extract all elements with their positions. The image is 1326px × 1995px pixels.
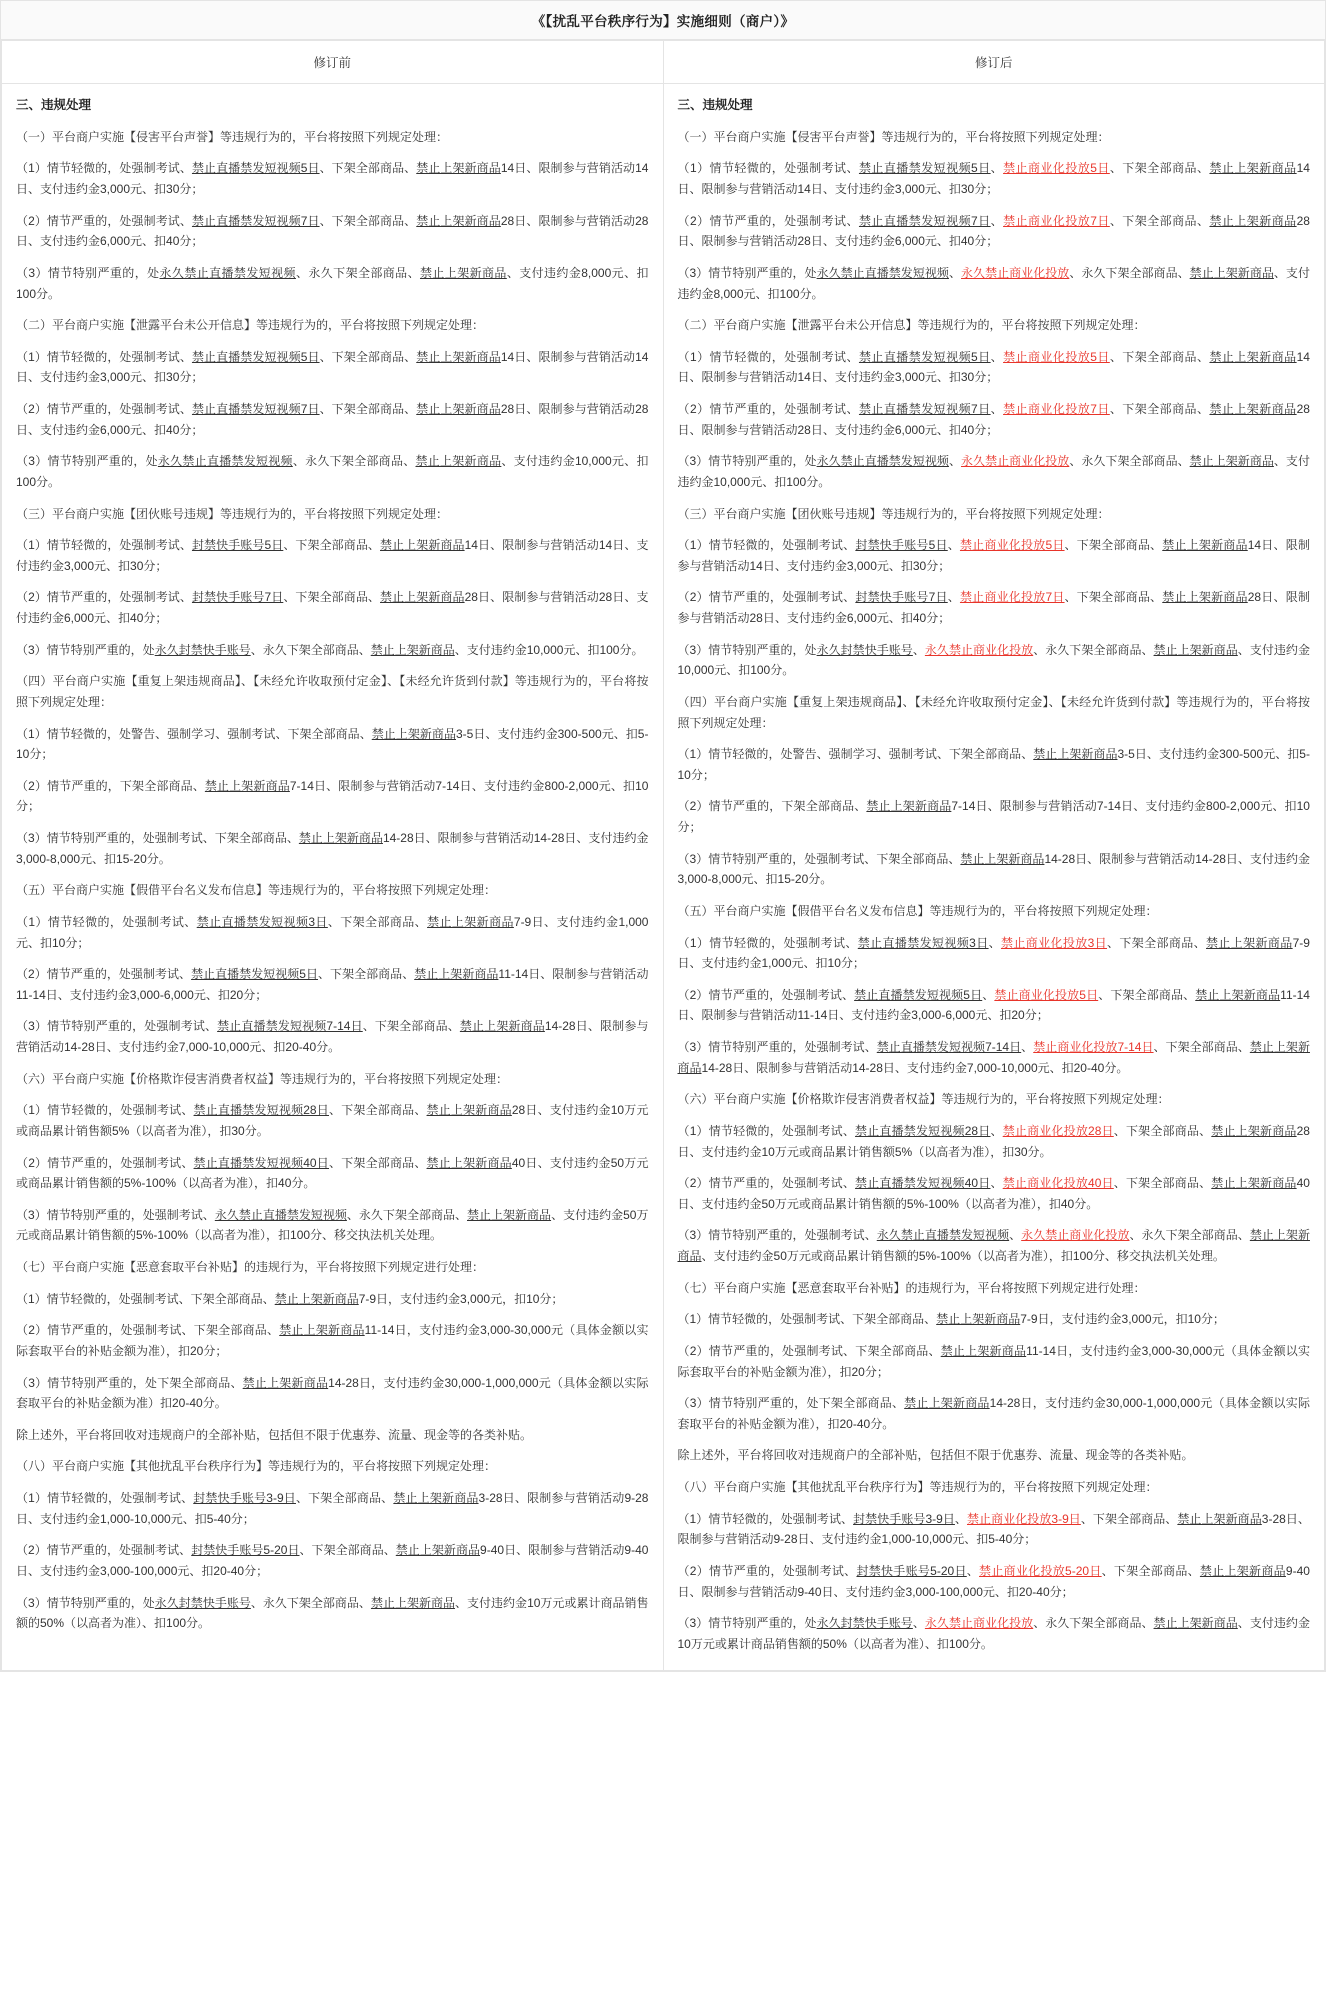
clause-paragraph: （3）情节特别严重的，处强制考试、禁止直播禁发短视频7-14日、下架全部商品、禁止上架新商品14-28日、限制参与营销活动14-28日、支付违约金7,000-10,000元、扣20-40分。 — [16, 1019, 649, 1054]
clause-paragraph: （四）平台商户实施【重复上架违规商品】、【未经允许收取预付定金】、【未经允许货到付款】等违规行为的，平台将按照下列规定处理： — [16, 674, 649, 709]
section-heading-before: 三、违规处理 — [16, 98, 92, 112]
clause-paragraph: （3）情节特别严重的，处永久封禁快手账号、永久禁止商业化投放、永久下架全部商品、禁止上架新商品、支付违约金10万元或累计商品销售额的50%（以高者为准）、扣100分。 — [677, 1616, 1310, 1651]
clause-paragraph: （3）情节特别严重的，处永久封禁快手账号、永久下架全部商品、禁止上架新商品、支付违约金10万元或累计商品销售额的50%（以高者为准）、扣100分。 — [16, 1595, 649, 1631]
clause-paragraph: （1）情节轻微的，处强制考试、禁止直播禁发短视频5日、下架全部商品、禁止上架新商品14日、限制参与营销活动14日、支付违约金3,000元、扣30分； — [16, 161, 649, 196]
clause-paragraph: （1）情节轻微的，处警告、强制学习、强制考试、下架全部商品、禁止上架新商品3-5日、支付违约金300-500元、扣5-10分； — [677, 747, 1310, 782]
clause-paragraph: （2）情节严重的，处强制考试、封禁快手账号7日、禁止商业化投放7日、下架全部商品、禁止上架新商品28日、限制参与营销活动28日、支付违约金6,000元、扣40分； — [677, 590, 1310, 625]
clause-paragraph: （2）情节严重的，处强制考试、禁止直播禁发短视频7日、下架全部商品、禁止上架新商品28日、限制参与营销活动28日、支付违约金6,000元、扣40分； — [16, 213, 649, 249]
clause-paragraph: （3）情节特别严重的，处永久禁止直播禁发短视频、永久下架全部商品、禁止上架新商品、支付违约金10,000元、扣100分。 — [16, 454, 649, 489]
table-row — [2, 84, 1325, 1671]
clause-paragraph: （五）平台商户实施【假借平台名义发布信息】等违规行为的，平台将按照下列规定处理： — [16, 883, 497, 898]
column-header-after: 修订后 — [663, 41, 1325, 84]
clause-paragraph: （3）情节特别严重的，处强制考试、下架全部商品、禁止上架新商品14-28日、限制参与营销活动14-28日、支付违约金3,000-8,000元、扣15-20分。 — [677, 851, 1310, 887]
table-header-row — [2, 41, 1325, 84]
clause-paragraph: （3）情节特别严重的，处永久禁止直播禁发短视频、永久禁止商业化投放、永久下架全部商品、禁止上架新商品、支付违约金10,000元、扣100分。 — [677, 454, 1310, 489]
clause-paragraph: （3）情节特别严重的，处强制考试、永久禁止直播禁发短视频、永久下架全部商品、禁止上架新商品、支付违约金50万元或商品累计销售额的5%-100%（以高者为准），扣100分、移交执法机关处理。 — [16, 1207, 649, 1243]
section-heading-after: 三、违规处理 — [677, 98, 753, 112]
clause-paragraph: （3）情节特别严重的，处强制考试、禁止直播禁发短视频7-14日、禁止商业化投放7-14日、下架全部商品、禁止上架新商品14-28日、限制参与营销活动14-28日、支付违约金7,000-10,000元、扣20-40分。 — [677, 1040, 1310, 1075]
after-revision-body — [678, 127, 1311, 1655]
clause-paragraph: （2）情节严重的，处强制考试、禁止直播禁发短视频7日、禁止商业化投放7日、下架全部商品、禁止上架新商品28日、限制参与营销活动28日、支付违约金6,000元、扣40分； — [677, 213, 1310, 249]
clause-paragraph: （3）情节特别严重的，处强制考试、永久禁止直播禁发短视频、永久禁止商业化投放、永久下架全部商品、禁止上架新商品、支付违约金50万元或商品累计销售额的5%-100%（以高者为准），扣100分、移交执法机关处理。 — [677, 1228, 1310, 1263]
clause-paragraph: （1）情节轻微的，处强制考试、下架全部商品、禁止上架新商品7-9日，支付违约金3,000元，扣10分； — [16, 1291, 564, 1306]
clause-paragraph: （2）情节严重的，下架全部商品、禁止上架新商品7-14日、限制参与营销活动7-14日、支付违约金800-2,000元、扣10分； — [16, 778, 649, 814]
clause-paragraph: （1）情节轻微的，处强制考试、禁止直播禁发短视频5日、禁止商业化投放5日、下架全部商品、禁止上架新商品14日、限制参与营销活动14日、支付违约金3,000元、扣30分； — [677, 349, 1310, 385]
clause-paragraph: （2）情节严重的，处强制考试、下架全部商品、禁止上架新商品11-14日，支付违约金3,000-30,000元（具体金额以实际套取平台的补贴金额为准），扣20分； — [16, 1323, 649, 1358]
clause-paragraph: （七）平台商户实施【恶意套取平台补贴】的违规行为，平台将按照下列规定进行处理： — [16, 1260, 485, 1274]
clause-paragraph: （2）情节严重的，处强制考试、封禁快手账号5-20日、禁止商业化投放5-20日、下架全部商品、禁止上架新商品9-40日、限制参与营销活动9-40日、支付违约金3,000-100,000元、扣20-40分； — [677, 1563, 1310, 1599]
clause-paragraph: （八）平台商户实施【其他扰乱平台秩序行为】等违规行为的，平台将按照下列规定处理： — [16, 1459, 497, 1474]
clause-paragraph: （八）平台商户实施【其他扰乱平台秩序行为】等违规行为的，平台将按照下列规定处理： — [677, 1480, 1158, 1494]
clause-paragraph: （一）平台商户实施【侵害平台声誉】等违规行为的，平台将按照下列规定处理： — [16, 129, 449, 144]
clause-paragraph: （1）情节轻微的，处强制考试、禁止直播禁发短视频28日、下架全部商品、禁止上架新商品28日、支付违约金10万元或商品累计销售额5%（以高者为准），扣30分。 — [16, 1103, 649, 1138]
clause-paragraph: （1）情节轻微的，处强制考试、封禁快手账号3-9日、禁止商业化投放3-9日、下架全部商品、禁止上架新商品3-28日、限制参与营销活动9-28日、支付违约金1,000-10,000元、扣5-40分； — [677, 1511, 1310, 1547]
revision-comparison-table — [1, 40, 1325, 1671]
clause-paragraph: （六）平台商户实施【价格欺诈侵害消费者权益】等违规行为的，平台将按照下列规定处理： — [16, 1071, 509, 1086]
clause-paragraph: （一）平台商户实施【侵害平台声誉】等违规行为的，平台将按照下列规定处理： — [677, 129, 1110, 144]
clause-paragraph: （二）平台商户实施【泄露平台未公开信息】等违规行为的，平台将按照下列规定处理： — [16, 318, 485, 333]
clause-paragraph: （3）情节特别严重的，处下架全部商品、禁止上架新商品14-28日，支付违约金30,000-1,000,000元（具体金额以实际套取平台的补贴金额为准），扣20-40分。 — [677, 1396, 1310, 1431]
clause-paragraph: （3）情节特别严重的，处永久封禁快手账号、永久下架全部商品、禁止上架新商品、支付违约金10,000元、扣100分。 — [16, 642, 644, 657]
clause-paragraph: （1）情节轻微的，处强制考试、禁止直播禁发短视频5日、禁止商业化投放5日、下架全部商品、禁止上架新商品14日、限制参与营销活动14日、支付违约金3,000元、扣30分； — [677, 161, 1310, 196]
clause-paragraph: （3）情节特别严重的，处下架全部商品、禁止上架新商品14-28日，支付违约金30,000-1,000,000元（具体金额以实际套取平台的补贴金额为准）扣20-40分。 — [16, 1375, 649, 1411]
clause-paragraph: （1）情节轻微的，处强制考试、禁止直播禁发短视频3日、禁止商业化投放3日、下架全部商品、禁止上架新商品7-9日、支付违约金1,000元、扣10分； — [677, 935, 1310, 971]
page-title: 《【扰乱平台秩序行为】实施细则（商户）》 — [1, 1, 1325, 40]
clause-paragraph: （三）平台商户实施【团伙账号违规】等违规行为的，平台将按照下列规定处理： — [677, 506, 1110, 521]
clause-paragraph: 除上述外，平台将回收对违规商户的全部补贴，包括但不限于优惠券、流量、现金等的各类补贴。 — [677, 1448, 1194, 1463]
cell-after-revision — [663, 84, 1325, 1671]
clause-paragraph: 除上述外，平台将回收对违规商户的全部补贴，包括但不限于优惠券、流量、现金等的各类补贴。 — [16, 1427, 533, 1442]
clause-paragraph: （2）情节严重的，处强制考试、禁止直播禁发短视频40日、下架全部商品、禁止上架新商品40日、支付违约金50万元或商品累计销售额的5%-100%（以高者为准），扣40分。 — [16, 1155, 649, 1191]
clause-paragraph: （五）平台商户实施【假借平台名义发布信息】等违规行为的，平台将按照下列规定处理： — [677, 903, 1158, 918]
clause-paragraph: （七）平台商户实施【恶意套取平台补贴】的违规行为，平台将按照下列规定进行处理： — [677, 1280, 1146, 1295]
column-header-before: 修订前 — [2, 41, 664, 84]
clause-paragraph: （2）情节严重的，处强制考试、禁止直播禁发短视频7日、下架全部商品、禁止上架新商品28日、限制参与营销活动28日、支付违约金6,000元、扣40分； — [16, 402, 649, 437]
clause-paragraph: （2）情节严重的，下架全部商品、禁止上架新商品7-14日、限制参与营销活动7-14日、支付违约金800-2,000元、扣10分； — [677, 799, 1310, 834]
clause-paragraph: （六）平台商户实施【价格欺诈侵害消费者权益】等违规行为的，平台将按照下列规定处理： — [677, 1092, 1170, 1107]
clause-paragraph: （1）情节轻微的，处强制考试、封禁快手账号3-9日、下架全部商品、禁止上架新商品3-28日、限制参与营销活动9-28日、支付违约金1,000-10,000元、扣5-40分； — [16, 1491, 649, 1526]
clause-paragraph: （1）情节轻微的，处强制考试、下架全部商品、禁止上架新商品7-9日，支付违约金3,000元，扣10分； — [677, 1312, 1225, 1327]
clause-paragraph: （3）情节特别严重的，处永久禁止直播禁发短视频、永久禁止商业化投放、永久下架全部商品、禁止上架新商品、支付违约金8,000元、扣100分。 — [677, 265, 1310, 301]
clause-paragraph: （2）情节严重的，处强制考试、下架全部商品、禁止上架新商品11-14日，支付违约金3,000-30,000元（具体金额以实际套取平台的补贴金额为准），扣20分； — [677, 1343, 1310, 1379]
clause-paragraph: （2）情节严重的，处强制考试、禁止直播禁发短视频5日、禁止商业化投放5日、下架全部商品、禁止上架新商品11-14日、限制参与营销活动11-14日、支付违约金3,000-6,000元、扣20分； — [677, 987, 1310, 1023]
clause-paragraph: （1）情节轻微的，处强制考试、禁止直播禁发短视频5日、下架全部商品、禁止上架新商品14日、限制参与营销活动14日、支付违约金3,000元、扣30分； — [16, 349, 649, 385]
clause-paragraph: （3）情节特别严重的，处强制考试、下架全部商品、禁止上架新商品14-28日、限制参与营销活动14-28日、支付违约金3,000-8,000元、扣15-20分。 — [16, 831, 649, 866]
clause-paragraph: （3）情节特别严重的，处永久封禁快手账号、永久禁止商业化投放、永久下架全部商品、禁止上架新商品、支付违约金10,000元、扣100分。 — [677, 642, 1310, 678]
clause-paragraph: （3）情节特别严重的，处永久禁止直播禁发短视频、永久下架全部商品、禁止上架新商品、支付违约金8,000元、扣100分。 — [16, 265, 649, 301]
clause-paragraph: （四）平台商户实施【重复上架违规商品】、【未经允许收取预付定金】、【未经允许货到付款】等违规行为的，平台将按照下列规定处理： — [677, 694, 1310, 730]
clause-paragraph: （2）情节严重的，处强制考试、禁止直播禁发短视频7日、禁止商业化投放7日、下架全部商品、禁止上架新商品28日、限制参与营销活动28日、支付违约金6,000元、扣40分； — [677, 402, 1310, 437]
clause-paragraph: （2）情节严重的，处强制考试、封禁快手账号7日、下架全部商品、禁止上架新商品28日、限制参与营销活动28日、支付违约金6,000元、扣40分； — [16, 590, 649, 625]
clause-paragraph: （1）情节轻微的，处强制考试、封禁快手账号5日、禁止商业化投放5日、下架全部商品、禁止上架新商品14日、限制参与营销活动14日、支付违约金3,000元、扣30分； — [677, 538, 1310, 573]
clause-paragraph: （2）情节严重的，处强制考试、封禁快手账号5-20日、下架全部商品、禁止上架新商品9-40日、限制参与营销活动9-40日、支付违约金3,000-100,000元、扣20-40分； — [16, 1543, 649, 1578]
clause-paragraph: （二）平台商户实施【泄露平台未公开信息】等违规行为的，平台将按照下列规定处理： — [677, 318, 1146, 333]
clause-paragraph: （1）情节轻微的，处强制考试、禁止直播禁发短视频28日、禁止商业化投放28日、下架全部商品、禁止上架新商品28日、支付违约金10万元或商品累计销售额5%（以高者为准），扣30分。 — [677, 1123, 1310, 1159]
clause-paragraph: （三）平台商户实施【团伙账号违规】等违规行为的，平台将按照下列规定处理： — [16, 506, 449, 521]
clause-paragraph: （2）情节严重的，处强制考试、禁止直播禁发短视频5日、下架全部商品、禁止上架新商品11-14日、限制参与营销活动11-14日、支付违约金3,000-6,000元、扣20分； — [16, 967, 649, 1002]
clause-paragraph: （2）情节严重的，处强制考试、禁止直播禁发短视频40日、禁止商业化投放40日、下架全部商品、禁止上架新商品40日、支付违约金50万元或商品累计销售额的5%-100%（以高者为准），扣40分。 — [677, 1176, 1310, 1211]
before-revision-body — [16, 127, 649, 1634]
cell-before-revision — [2, 84, 664, 1671]
clause-paragraph: （1）情节轻微的，处警告、强制学习、强制考试、下架全部商品、禁止上架新商品3-5日、支付违约金300-500元、扣5-10分； — [16, 726, 649, 762]
clause-paragraph: （1）情节轻微的，处强制考试、封禁快手账号5日、下架全部商品、禁止上架新商品14日、限制参与营销活动14日、支付违约金3,000元、扣30分； — [16, 538, 649, 573]
clause-paragraph: （1）情节轻微的，处强制考试、禁止直播禁发短视频3日、下架全部商品、禁止上架新商品7-9日、支付违约金1,000元、扣10分； — [16, 914, 649, 950]
